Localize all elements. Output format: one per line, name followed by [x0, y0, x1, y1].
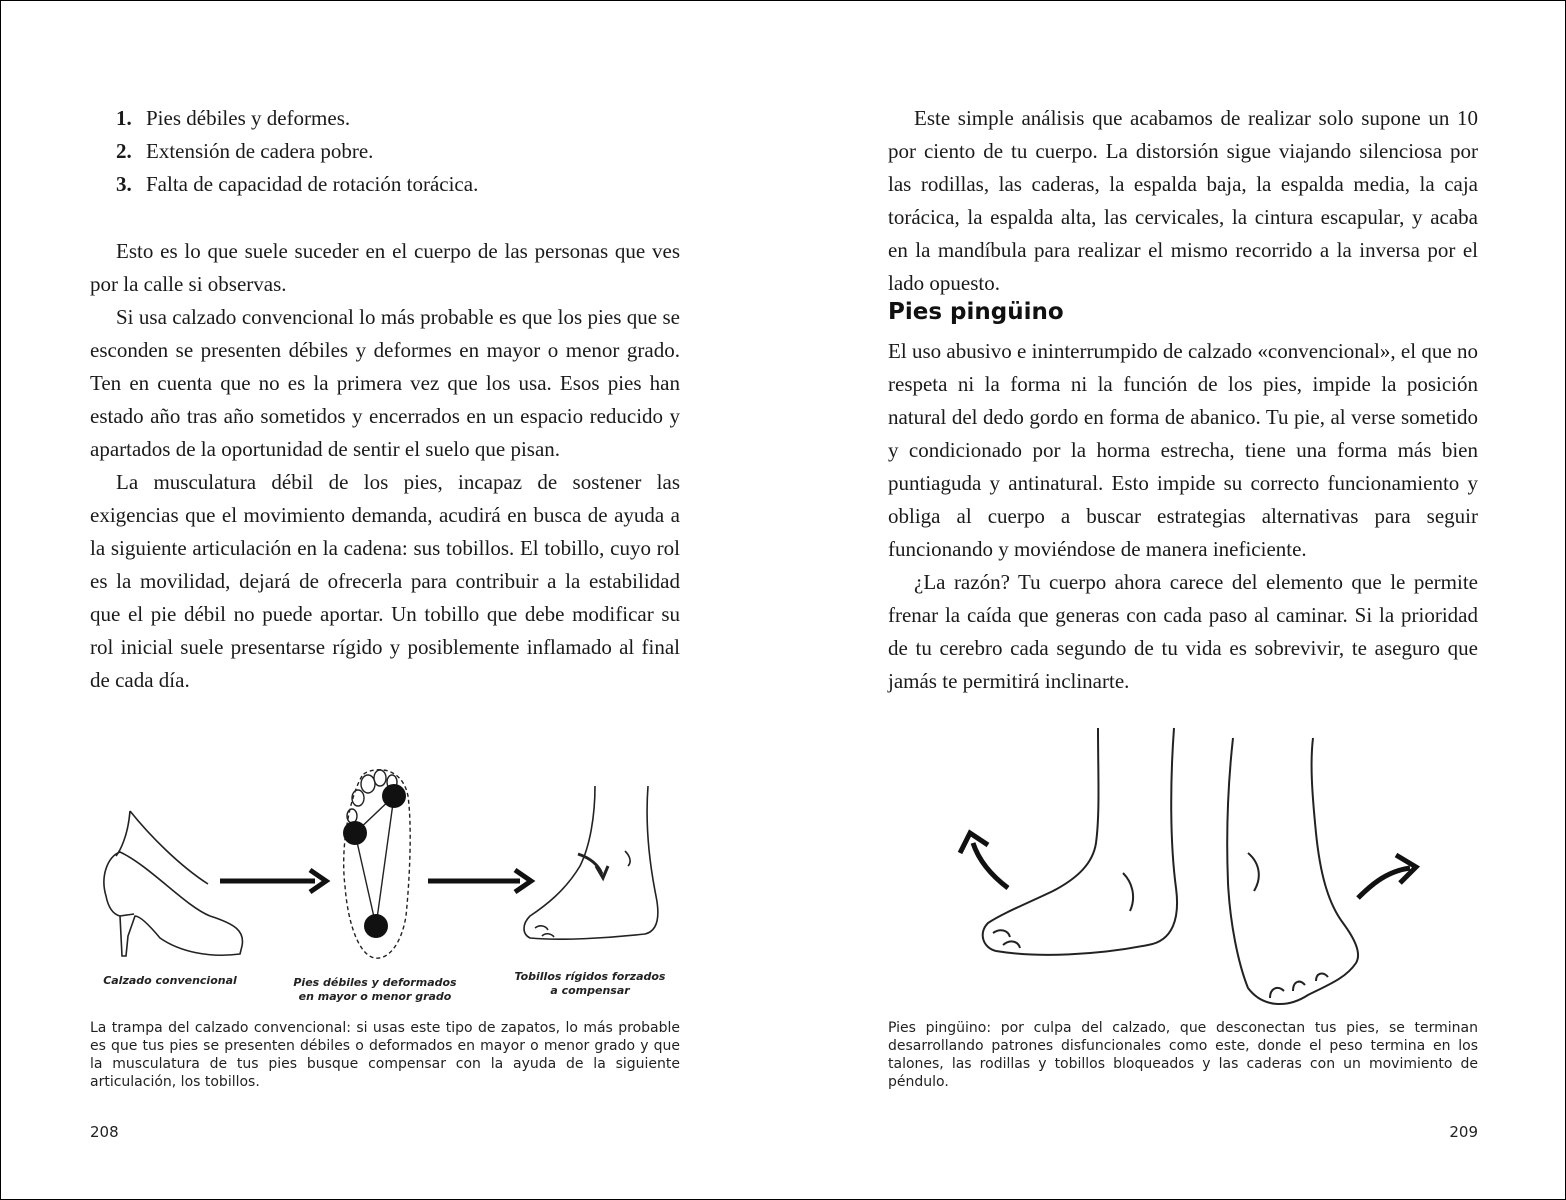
- figure-caption: Pies pingüino: por culpa del calzado, que desconectan tus pies, se terminan desarrollando patrones disfuncionales como este, donde el peso termina en los talones, las rodillas y tobillos bloqueados y las caderas con un movimiento de péndulo.: [888, 1020, 1478, 1090]
- list-number: 3.: [116, 172, 132, 196]
- paragraph: ¿La razón? Tu cuerpo ahora carece del elemento que le permite frenar la caída que generas con cada paso al caminar. Si la prioridad de tu cerebro cada segundo de tu vida es sobrevivir, te aseguro que jamás te permitirá inclinarte.: [888, 570, 1478, 693]
- right-foot-icon: [1227, 738, 1358, 1004]
- numbered-list: [116, 102, 478, 201]
- paragraph: La musculatura débil de los pies, incapaz de sostener las exigencias que el movimiento demanda, acudirá en busca de ayuda a la siguiente articulación en la cadena: sus tobillos. El tobillo, cuyo rol es la movilidad, dejará de ofrecerla para contribuir a la estabilidad que el pie débil no puede aportar. Un tobillo que debe modificar su rol inicial suele presentarse rígido y posiblemente inflamado al final de cada día.: [90, 470, 680, 692]
- page-number: 208: [90, 1123, 119, 1141]
- arrow-right-icon: [428, 870, 531, 892]
- shoe-trap-drawing: [90, 766, 680, 966]
- list-text: Pies débiles y deformes.: [146, 106, 351, 130]
- list-item: [116, 168, 478, 201]
- body-text: [888, 102, 1478, 300]
- list-text: Extensión de cadera pobre.: [146, 139, 374, 163]
- left-page: [90, 1, 680, 1199]
- list-item: [116, 135, 478, 168]
- ankle-label-line: Tobillos rígidos forzados: [514, 970, 666, 983]
- right-page: [888, 1, 1478, 1199]
- shoe-label: Calzado convencional: [103, 974, 237, 987]
- pressure-points: [343, 784, 406, 938]
- section-heading: Pies pingüino: [888, 299, 1064, 325]
- paragraph: El uso abusivo e ininterrumpido de calzado «convencional», el que no respeta ni la forma ni la función de los pies, impide la posición natural del dedo gordo en forma de abanico. Tu pie, al verse sometido y condicionado por la horma estrecha, tiene una forma más bien puntiaguda y antinatural. Esto impide su correcto funcionamiento y obliga al cuerpo a buscar estrategias alternativas para seguir funcionando y moviéndose de manera ineficiente.: [888, 339, 1478, 561]
- list-number: 1.: [116, 106, 132, 130]
- list-number: 2.: [116, 139, 132, 163]
- penguin-feet-illustration: [948, 723, 1438, 1013]
- list-text: Falta de capacidad de rotación torácica.: [146, 172, 479, 196]
- figure-caption: La trampa del calzado convencional: si usas este tipo de zapatos, lo más probable es que tus pies se presenten débiles o deformados en mayor o menor grado y que la musculatura de tus pies busque compensar con la ayuda de la siguiente articulación, los tobillos.: [90, 1020, 680, 1090]
- arrow-right-icon: [220, 870, 326, 892]
- list-item: [116, 102, 478, 135]
- paragraph: Esto es lo que suele suceder en el cuerpo de las personas que ves por la calle si observas.: [90, 239, 680, 296]
- ankle-label-line: a compensar: [550, 984, 630, 997]
- arrow-out-right-icon: [1358, 855, 1416, 898]
- foot-label-line: en mayor o menor grado: [298, 990, 452, 1003]
- body-text: [888, 335, 1478, 698]
- arrow-out-left-icon: [960, 833, 1008, 888]
- foot-label: [290, 976, 460, 1004]
- left-foot-icon: [983, 728, 1177, 955]
- paragraph: Si usa calzado convencional lo más probable es que los pies que se esconden se presenten débiles y deformes en mayor o menor grado. Ten en cuenta que no es la primera vez que los usa. Esos pies han estado año tras año sometidos y encerrados en un espacio reducido y apartados de la oportunidad de sentir el suelo que pisan.: [90, 305, 680, 461]
- shoe-trap-illustration: [90, 766, 680, 1003]
- foot-label-line: Pies débiles y deformados: [293, 976, 457, 989]
- paragraph: Este simple análisis que acabamos de realizar solo supone un 10 por ciento de tu cuerpo. La distorsión sigue viajando silenciosa por las rodillas, las caderas, la espalda baja, la espalda media, la caja torácica, la espalda alta, las cervicales, la cintura escapular, y acaba en la mandíbula para realizar el mismo recorrido a la inversa por el lado opuesto.: [888, 106, 1478, 295]
- page-number: 209: [1449, 1123, 1478, 1141]
- ankle-foot-icon: [524, 786, 658, 939]
- ankle-label: [510, 970, 670, 998]
- body-text: [90, 235, 680, 697]
- penguin-feet-drawing: [948, 723, 1438, 1013]
